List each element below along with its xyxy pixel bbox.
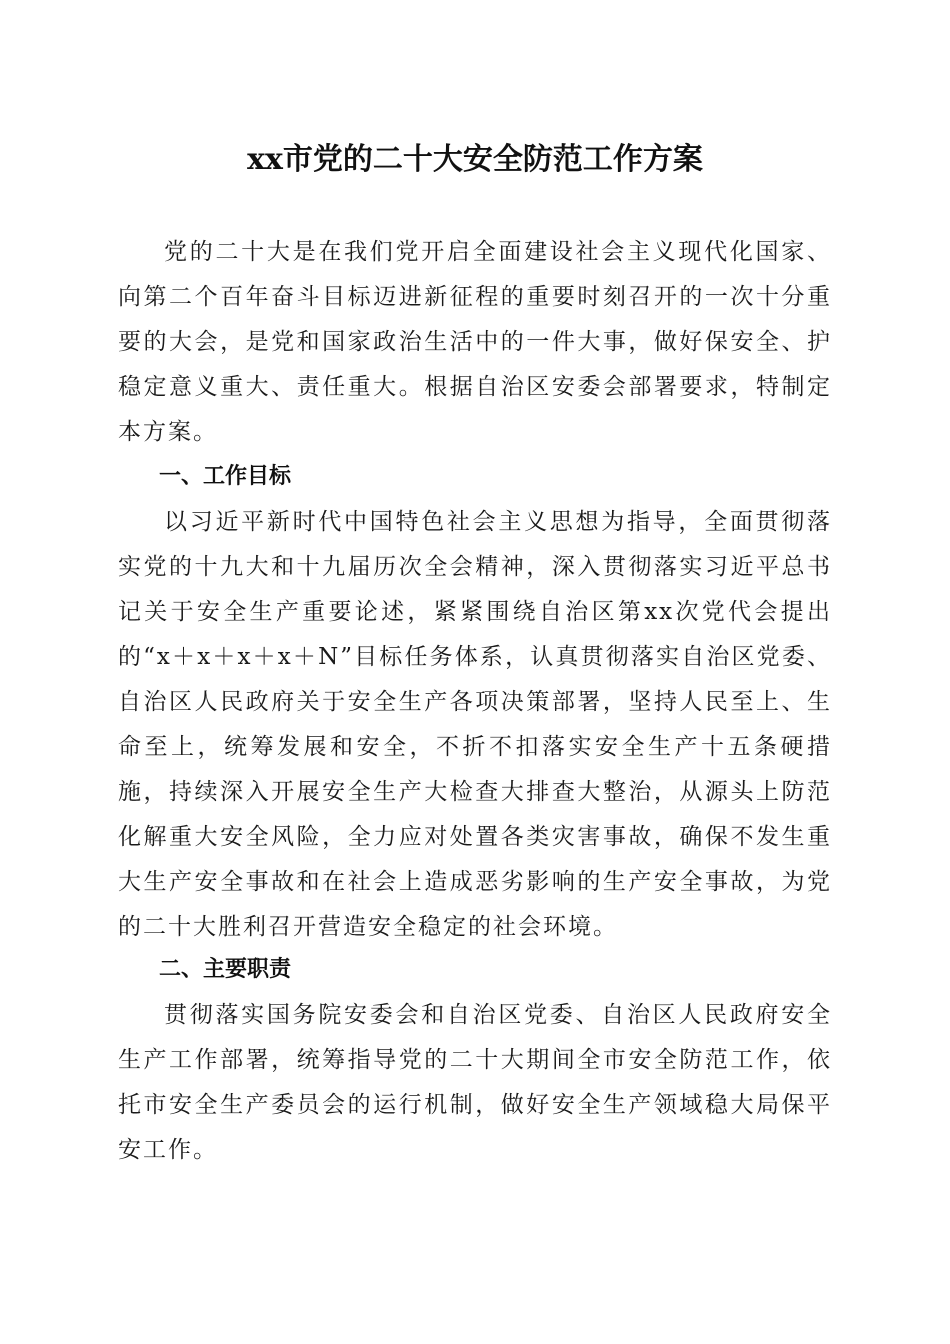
section-paragraph-duties: 贯彻落实国务院安委会和自治区党委、自治区人民政府安全生产工作部署，统筹指导党的二十大期间全市安全防范工作，依托市安全生产委员会的运行机制，做好安全生产领域稳大局保平安工作。 [118, 1002, 832, 1163]
section-paragraph-goals: 以习近平新时代中国特色社会主义思想为指导，全面贯彻落实党的十九大和十九届历次全会精神，深入贯彻落实习近平总书记关于安全生产重要论述，紧紧围绕自治区第xx次党代会提出的“x＋x＋x＋x＋N”目标任务体系，认真贯彻落实自治区党委、自治区人民政府关于安全生产各项决策部署，坚持人民至上、生命至上，统筹发展和安全，不折不扣落实安全生产十五条硬措施，持续深入开展安全生产大检查大排查大整治，从源头上防范化解重大安全风险，全力应对处置各类灾害事故，确保不发生重大生产安全事故和在社会上造成恶劣影响的生产安全事故，为党的二十大胜利召开营造安全稳定的社会环境。 [118, 509, 832, 940]
document-title: xx市党的二十大安全防范工作方案 [247, 142, 703, 177]
section-heading-goals: 一、工作目标 [159, 464, 292, 489]
section-heading-duties: 二、主要职责 [159, 957, 292, 982]
intro-paragraph: 党的二十大是在我们党开启全面建设社会主义现代化国家、向第二个百年奋斗目标迈进新征程的重要时刻召开的一次十分重要的大会，是党和国家政治生活中的一件大事，做好保安全、护稳定意义重大、责任重大。根据自治区安委会部署要求，特制定本方案。 [118, 239, 832, 445]
